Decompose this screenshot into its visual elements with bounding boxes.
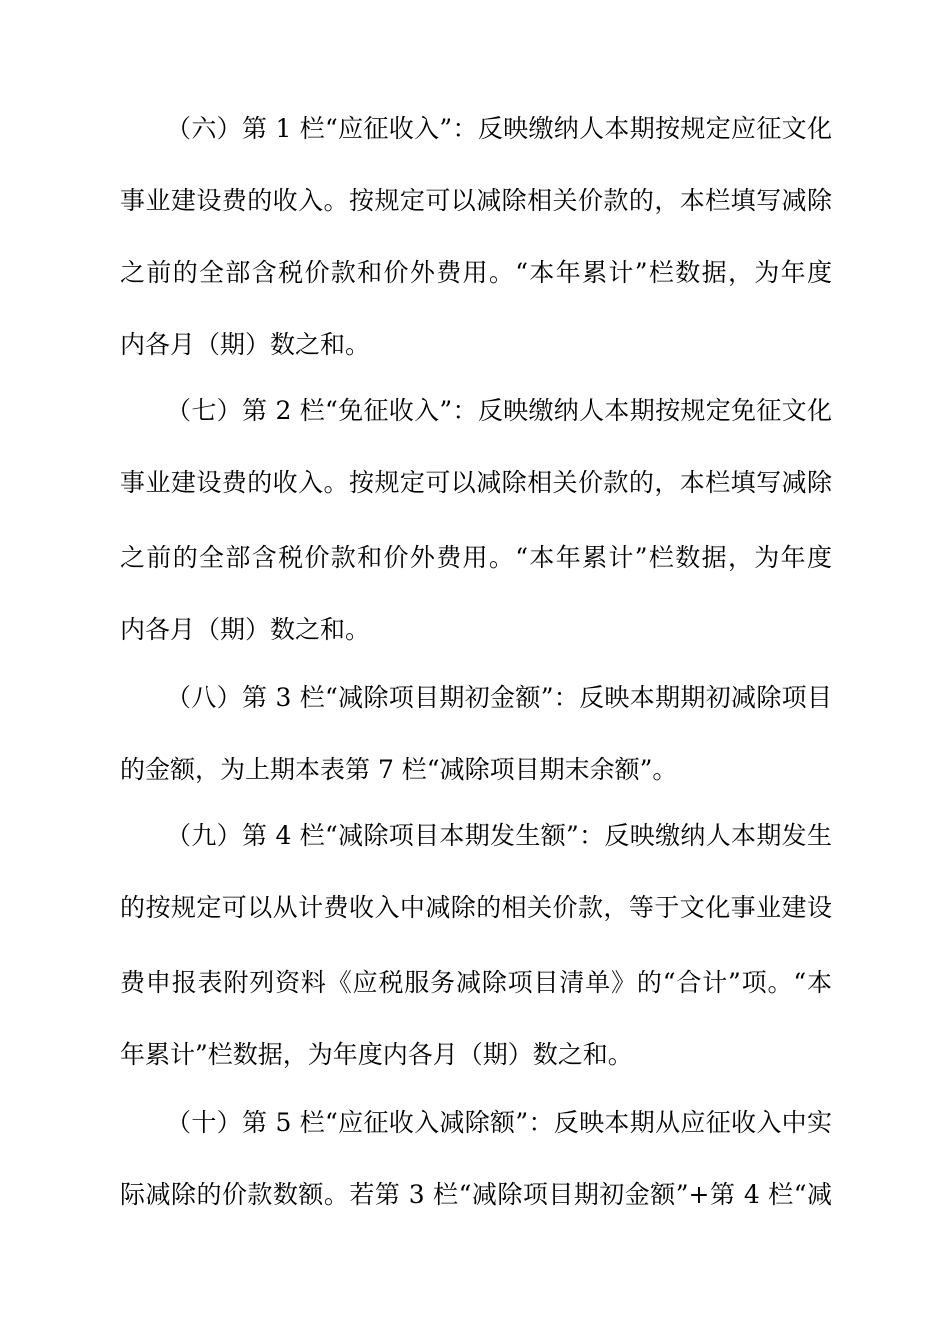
paragraph-8-line-1: （八）第 3 栏“减除项目期初金额”：反映本期期初减除项目 <box>166 683 832 712</box>
paragraph-6-line-3: 之前的全部含税价款和价外费用。“本年累计”栏数据，为年度 <box>120 258 832 287</box>
paragraph-10-line-1: （十）第 5 栏“应征收入减除额”：反映本期从应征收入中实 <box>166 1108 832 1137</box>
paragraph-6-line-2: 事业建设费的收入。按规定可以减除相关价款的，本栏填写减除 <box>120 186 832 215</box>
paragraph-9-line-1: （九）第 4 栏“减除项目本期发生额”：反映缴纳人本期发生 <box>166 821 832 850</box>
paragraph-9-line-3: 费申报表附列资料《应税服务减除项目清单》的“合计”项。“本 <box>120 968 832 997</box>
paragraph-9-line-4: 年累计”栏数据，为年度内各月（期）数之和。 <box>120 1040 633 1069</box>
paragraph-9-line-2: 的按规定可以从计费收入中减除的相关价款，等于文化事业建设 <box>120 893 832 922</box>
paragraph-10-line-2: 际减除的价款数额。若第 3 栏“减除项目期初金额”+第 4 栏“减 <box>120 1180 832 1209</box>
paragraph-7-line-2: 事业建设费的收入。按规定可以减除相关价款的，本栏填写减除 <box>120 468 832 497</box>
paragraph-7-line-4: 内各月（期）数之和。 <box>120 615 371 644</box>
paragraph-7-line-1: （七）第 2 栏“免征收入”：反映缴纳人本期按规定免征文化 <box>166 396 832 425</box>
paragraph-6-line-1: （六）第 1 栏“应征收入”：反映缴纳人本期按规定应征文化 <box>166 114 832 143</box>
paragraph-6-line-4: 内各月（期）数之和。 <box>120 330 371 359</box>
paragraph-8-line-2: 的金额，为上期本表第 7 栏“减除项目期末余额”。 <box>120 755 678 784</box>
paragraph-7-line-3: 之前的全部含税价款和价外费用。“本年累计”栏数据，为年度 <box>120 543 832 572</box>
